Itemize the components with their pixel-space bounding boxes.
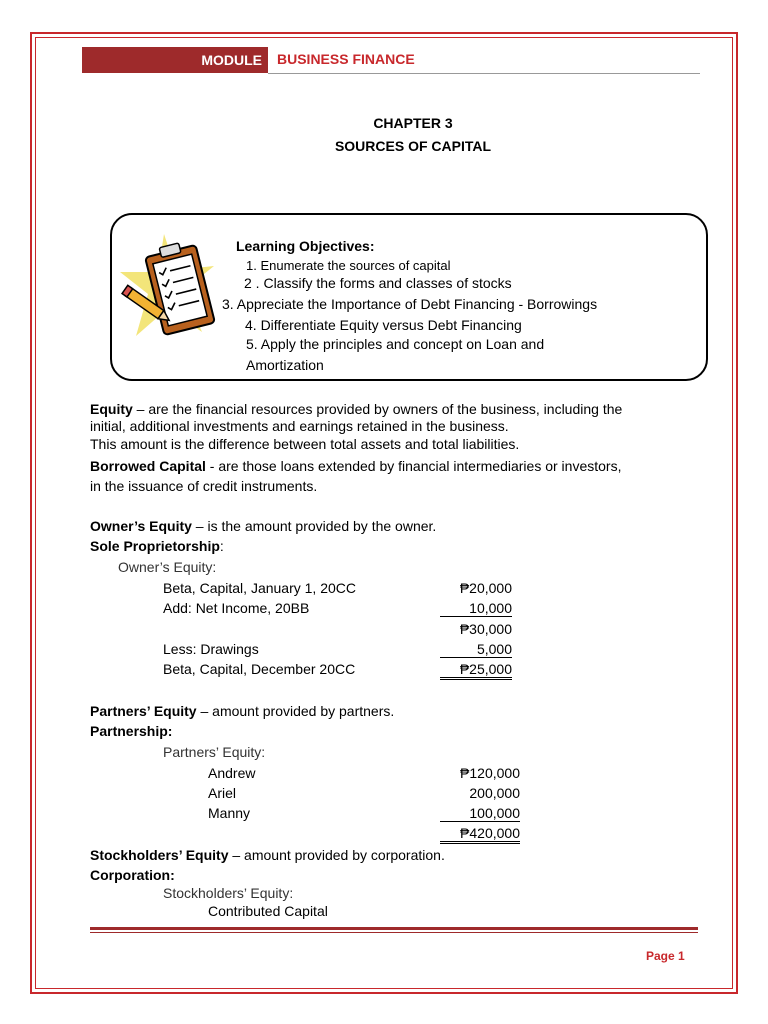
partners-equity-definition: [90, 703, 394, 719]
objective-item: 4. Differentiate Equity versus Debt Financing: [245, 317, 522, 333]
chapter-number: CHAPTER 3: [373, 115, 453, 131]
statement-row-label: Less: Drawings: [163, 641, 259, 657]
partner-amount: ₱120,000: [460, 765, 520, 781]
stockholders-equity-subheading: Stockholders’ Equity:: [163, 885, 294, 901]
module-label: MODULE: [201, 52, 262, 68]
equity-text: – are the financial resources provided by owners of the business, including the: [132, 401, 623, 417]
statement-row-amount: ₱30,000: [459, 621, 512, 637]
sole-proprietorship-colon: :: [219, 538, 224, 554]
stockholders-equity-definition: [90, 847, 445, 863]
borrowed-capital-line: in the issuance of credit instruments.: [90, 478, 318, 494]
footer-divider-thin: [90, 932, 698, 933]
equity-term: Equity: [90, 401, 133, 417]
statement-row-amount: ₱20,000: [459, 580, 512, 596]
objectives-heading: Learning Objectives:: [236, 238, 375, 254]
partnership-heading: Partnership:: [90, 723, 173, 739]
sole-proprietorship-label: Sole Proprietorship: [90, 538, 220, 554]
corporation-heading: Corporation:: [90, 867, 175, 883]
borrowed-capital-term: Borrowed Capital: [90, 458, 206, 474]
objective-item: 1. Enumerate the sources of capital: [246, 258, 451, 273]
partner-amount: 200,000: [469, 785, 520, 801]
owners-equity-subheading: Owner’s Equity:: [118, 559, 217, 575]
statement-row-label: Add: Net Income, 20BB: [163, 600, 310, 616]
owners-equity-term: Owner’s Equity: [90, 518, 192, 534]
objective-item: 3. Appreciate the Importance of Debt Financing - Borrowings: [222, 296, 598, 312]
partners-total-amount: ₱420,000: [440, 825, 520, 844]
module-label-bar: [82, 47, 268, 73]
chapter-title: SOURCES OF CAPITAL: [334, 138, 492, 154]
statement-row-amount: 5,000: [440, 641, 512, 658]
owners-equity-definition: [90, 518, 436, 534]
equity-definition-line: This amount is the difference between total assets and total liabilities.: [90, 436, 520, 452]
borrowed-capital-text: - are those loans extended by financial intermediaries or investors,: [205, 458, 622, 474]
borrowed-capital-definition: [90, 458, 621, 474]
sole-proprietorship-heading: [90, 538, 224, 554]
partner-amount: 100,000: [440, 805, 520, 822]
objective-item: 5. Apply the principles and concept on Loan and: [246, 336, 545, 352]
stockholders-equity-term: Stockholders’ Equity: [90, 847, 229, 863]
equity-definition: [90, 401, 622, 417]
statement-row-label: Beta, Capital, December 20CC: [163, 661, 356, 677]
footer-divider: [90, 927, 698, 930]
statement-row-amount: 10,000: [440, 600, 512, 617]
partner-name: Andrew: [208, 765, 256, 781]
partner-name: Manny: [208, 805, 251, 821]
objective-item: 2 . Classify the forms and classes of stocks: [244, 275, 512, 291]
header-divider: [268, 73, 700, 74]
objective-item: Amortization: [246, 357, 324, 373]
subject-title: BUSINESS FINANCE: [277, 51, 415, 67]
statement-row-amount: ₱25,000: [440, 661, 512, 680]
owners-equity-text: – is the amount provided by the owner.: [191, 518, 437, 534]
partners-equity-subheading: Partners’ Equity:: [163, 744, 266, 760]
statement-row-label: Beta, Capital, January 1, 20CC: [163, 580, 356, 596]
partner-name: Ariel: [208, 785, 237, 801]
partners-equity-term: Partners’ Equity: [90, 703, 197, 719]
clipboard-checklist-icon: [118, 232, 226, 352]
contributed-capital-line: Contributed Capital: [208, 903, 328, 919]
equity-definition-line: initial, additional investments and earnings retained in the business.: [90, 418, 509, 434]
stockholders-equity-text: – amount provided by corporation.: [228, 847, 445, 863]
partners-equity-text: – amount provided by partners.: [196, 703, 395, 719]
page-number: Page 1: [646, 949, 685, 963]
